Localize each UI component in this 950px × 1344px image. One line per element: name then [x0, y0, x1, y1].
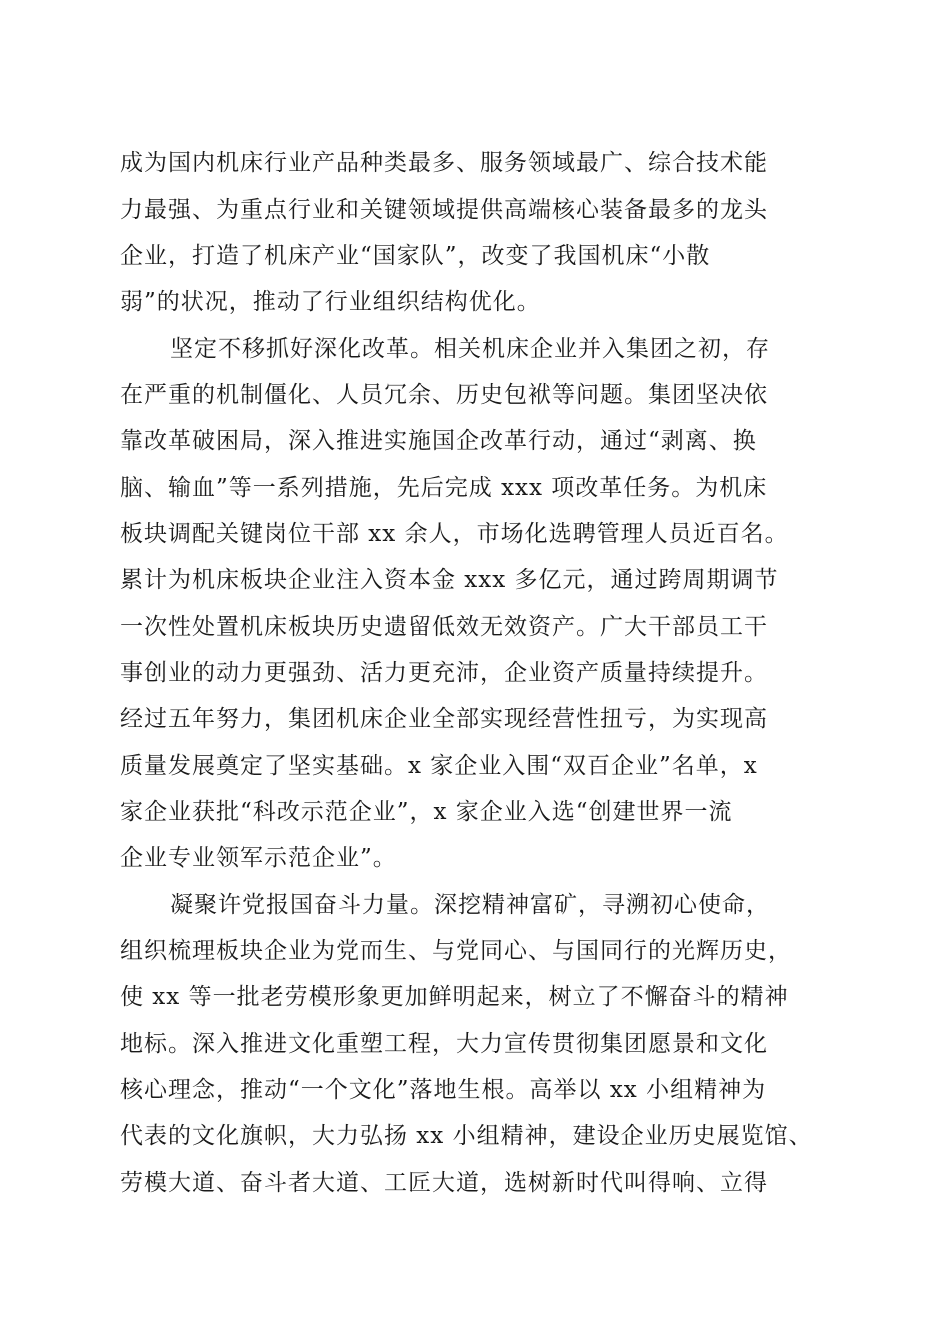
text-line: 家企业获批“科改示范企业”，x 家企业入选“创建世界一流 [120, 799, 733, 825]
text-line: 代表的文化旗帜，大力弘扬 xx 小组精神，建设企业历史展览馆、 [120, 1123, 813, 1149]
text-line: 经过五年努力，集团机床企业全部实现经营性扭亏，为实现高 [120, 706, 768, 732]
text-line: 一次性处置机床板块历史遗留低效无效资产。广大干部员工干 [120, 614, 768, 640]
text-line: 板块调配关键岗位干部 xx 余人，市场化选聘管理人员近百名。 [120, 521, 789, 547]
text-line: 使 xx 等一批老劳模形象更加鲜明起来，树立了不懈奋斗的精神 [120, 984, 789, 1010]
text-line: 成为国内机床行业产品种类最多、服务领域最广、综合技术能 [120, 150, 768, 176]
text-line: 力最强、为重点行业和关键领域提供高端核心装备最多的龙头 [120, 197, 768, 223]
text-line: 事创业的动力更强劲、活力更充沛，企业资产质量持续提升。 [120, 660, 768, 686]
text-line: 累计为机床板块企业注入资本金 xxx 多亿元，通过跨周期调节 [120, 567, 779, 593]
text-line: 核心理念，推动“一个文化”落地生根。高举以 xx 小组精神为 [120, 1077, 767, 1103]
text-line: 凝聚许党报国奋斗力量。深挖精神富矿，寻溯初心使命， [170, 892, 770, 918]
text-line: 质量发展奠定了坚实基础。x 家企业入围“双百企业”名单，x [120, 753, 758, 779]
text-line: 企业专业领军示范企业”。 [120, 845, 397, 871]
text-line: 企业，打造了机床产业“国家队”，改变了我国机床“小散 [120, 243, 711, 269]
text-line: 坚定不移抓好深化改革。相关机床企业并入集团之初，存 [170, 336, 770, 362]
text-line: 脑、输血”等一系列措施，先后完成 xxx 项改革任务。为机床 [120, 475, 768, 501]
text-line: 靠改革破困局，深入推进实施国企改革行动，通过“剥离、换 [120, 428, 757, 454]
text-line: 地标。深入推进文化重塑工程，大力宣传贯彻集团愿景和文化 [120, 1031, 768, 1057]
text-line: 弱”的状况，推动了行业组织结构优化。 [120, 289, 541, 315]
text-line: 劳模大道、奋斗者大道、工匠大道，选树新时代叫得响、立得 [120, 1170, 768, 1196]
text-line: 在严重的机制僵化、人员冗余、历史包袱等问题。集团坚决依 [120, 382, 768, 408]
text-line: 组织梳理板块企业为党而生、与党同心、与国同行的光辉历史， [120, 938, 792, 964]
